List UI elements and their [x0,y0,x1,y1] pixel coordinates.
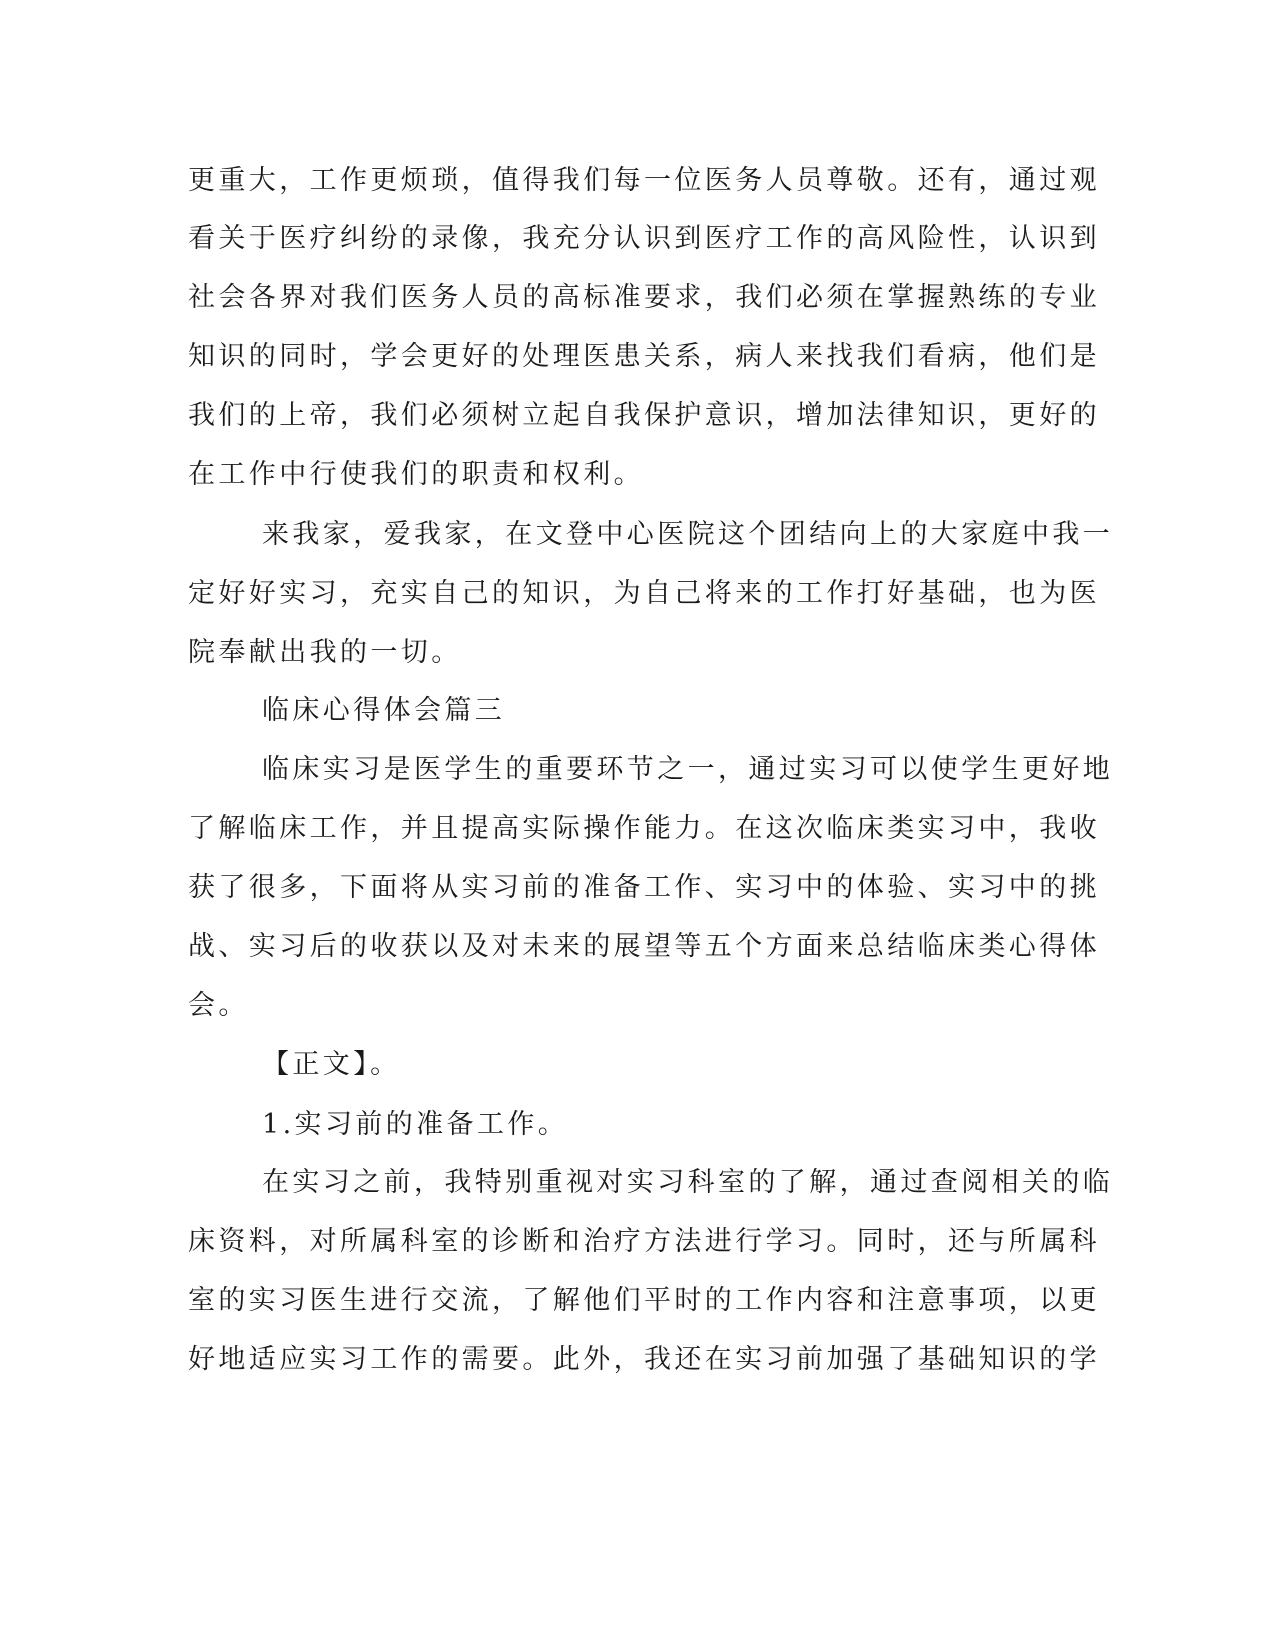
text-line: 好地适应实习工作的需要。此外，我还在实习前加强了基础知识的学 [188,1344,1100,1375]
text-line: 室的实习医生进行交流，了解他们平时的工作内容和注意事项，以更 [188,1285,1100,1316]
subsection-heading: 1.实习前的准备工作。 [262,1109,569,1140]
text-line: 院奉献出我的一切。 [188,637,462,668]
text-line: 获了很多，下面将从实习前的准备工作、实习中的体验、实习中的挑 [188,872,1100,903]
text-line: 会。 [188,990,249,1021]
text-line: 来我家，爱我家，在文登中心医院这个团结向上的大家庭中我一 [262,519,1114,550]
text-line: 我们的上帝，我们必须树立起自我保护意识，增加法律知识，更好的 [188,400,1100,431]
text-line: 更重大，工作更烦琐，值得我们每一位医务人员尊敬。还有，通过观 [188,165,1100,196]
text-line: 临床实习是医学生的重要环节之一，通过实习可以使学生更好地 [262,754,1114,785]
text-line: 知识的同时，学会更好的处理医患关系，病人来找我们看病，他们是 [188,341,1100,372]
text-line: 社会各界对我们医务人员的高标准要求，我们必须在掌握熟练的专业 [188,282,1100,313]
section-heading: 临床心得体会篇三 [262,695,506,726]
text-line: 了解临床工作，并且提高实际操作能力。在这次临床类实习中，我收 [188,813,1100,844]
text-line: 战、实习后的收获以及对未来的展望等五个方面来总结临床类心得体 [188,931,1100,962]
text-line: 床资料，对所属科室的诊断和治疗方法进行学习。同时，还与所属科 [188,1226,1100,1257]
body-marker: 【正文】。 [262,1049,401,1080]
text-line: 看关于医疗纠纷的录像，我充分认识到医疗工作的高风险性，认识到 [188,223,1100,254]
text-line: 在实习之前，我特别重视对实习科室的了解，通过查阅相关的临 [262,1167,1114,1198]
text-line: 定好好实习，充实自己的知识，为自己将来的工作打好基础，也为医 [188,578,1100,609]
text-line: 在工作中行使我们的职责和权利。 [188,459,644,490]
